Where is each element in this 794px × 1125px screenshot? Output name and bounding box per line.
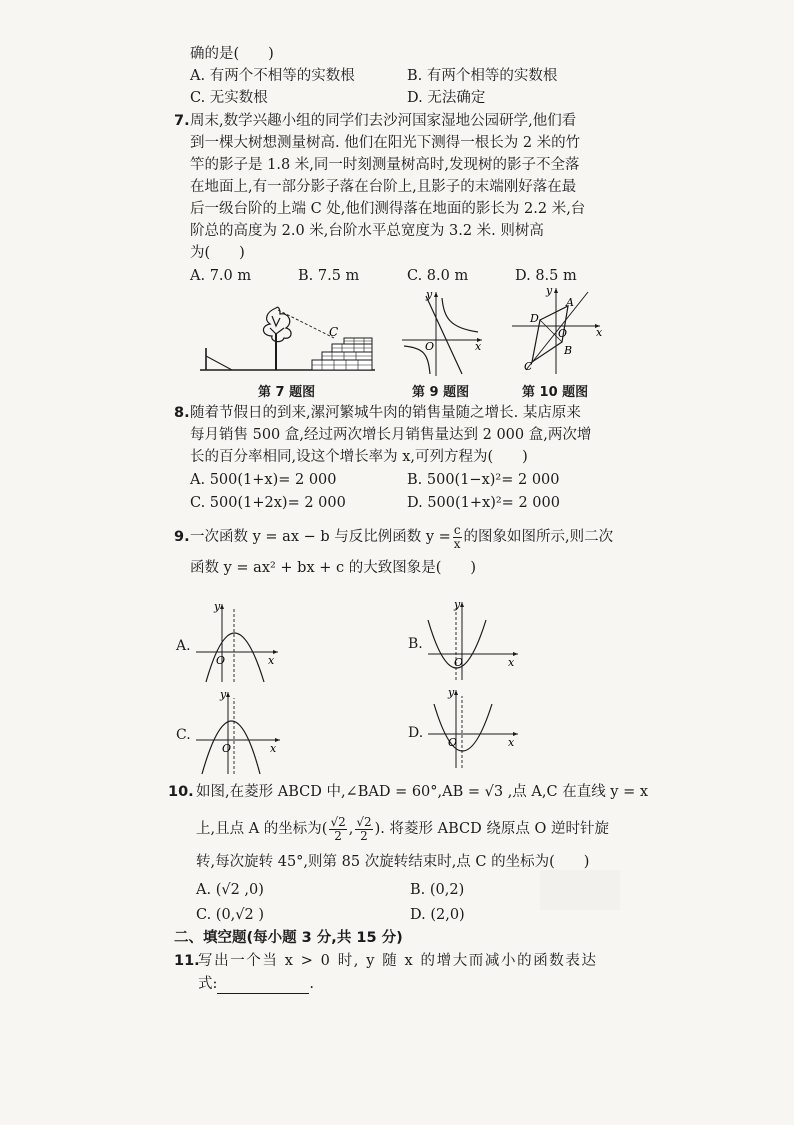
q9d-label-o: O xyxy=(448,736,458,749)
fig9-label-o: O xyxy=(425,340,435,353)
q9-line-1-a: 一次函数 y = ax − b 与反比例函数 y = xyxy=(190,529,451,545)
figure-9 xyxy=(398,288,486,378)
scan-shadow xyxy=(540,870,620,910)
fig9-label-y: y xyxy=(426,288,433,301)
fig10-label-o: O xyxy=(558,327,568,340)
q9c-label-x: x xyxy=(270,742,277,755)
q9a-label-x: x xyxy=(268,654,275,667)
q10-option-d: D. (2,0) xyxy=(410,907,465,923)
fig10-label-a: A xyxy=(566,296,574,309)
q7-line-5: 后一级台阶的上端 C 处,他们测得落在地面的影长为 2.2 米,台 xyxy=(190,201,586,217)
q11-line-1: 写出一个当 x > 0 时, y 随 x 的增大而减小的函数表达 xyxy=(198,953,598,969)
q7-line-1: 周末,数学兴趣小组的同学们去沙河国家湿地公园研学,他们看 xyxy=(190,113,577,129)
q7-line-4: 在地面上,有一部分影子落在台阶上,且影子的末端刚好落在最 xyxy=(190,179,577,195)
figure-10-caption: 第 10 题图 xyxy=(522,385,589,400)
q9-option-d-label: D. xyxy=(408,725,424,741)
q10-frac1-num: √2 xyxy=(330,814,346,829)
q10-option-a: A. (√2 ,0) xyxy=(196,882,264,898)
q8-option-a: A. 500(1+x)= 2 000 xyxy=(190,472,337,488)
q9d-label-y: y xyxy=(448,686,455,699)
q10-comma: , xyxy=(348,821,354,837)
q10-fraction-1 xyxy=(329,816,346,843)
q6-stem-tail: 确的是( ) xyxy=(190,46,274,62)
q9-line-2: 函数 y = ax² + bx + c 的大致图象是( ) xyxy=(190,560,477,576)
q6-option-c: C. 无实数根 xyxy=(190,90,268,106)
q7-line-3: 竿的影子是 1.8 米,同一时刻测量树高时,发现树的影子不全落 xyxy=(190,157,580,173)
q9d-label-x: x xyxy=(508,736,515,749)
q7-line-2: 到一棵大树想测量树高. 他们在阳光下测得一根长为 2 米的竹 xyxy=(190,135,581,151)
figure-7-caption: 第 7 题图 xyxy=(258,385,316,400)
section-2-title: 二、填空题(每小题 3 分,共 15 分) xyxy=(174,930,403,946)
fig10-label-c: C xyxy=(524,360,533,373)
q9a-label-y: y xyxy=(214,600,221,613)
q8-option-b: B. 500(1−x)²= 2 000 xyxy=(407,472,560,488)
q9b-label-y: y xyxy=(454,598,461,611)
q10-line-3: 转,每次旋转 45°,则第 85 次旋转结束时,点 C 的坐标为( ) xyxy=(196,854,590,870)
q11-number: 11. xyxy=(174,953,200,969)
q8-line-1: 随着节假日的到来,漯河繁城牛肉的销售量随之增长. 某店原来 xyxy=(190,405,581,421)
q7-line-6: 阶总的高度为 2.0 米,台阶水平总宽度为 3.2 米. 则树高 xyxy=(190,223,544,239)
q9c-label-o: O xyxy=(222,742,232,755)
q9-fraction xyxy=(453,524,462,551)
q9b-label-x: x xyxy=(508,656,515,669)
q9-option-b-label: B. xyxy=(408,636,423,652)
fig10-label-y: y xyxy=(546,284,553,297)
q11-line-2-b: . xyxy=(309,976,314,992)
fig7-label-c: C xyxy=(329,325,339,339)
q9b-label-o: O xyxy=(454,656,464,669)
q10-line-2-a: 上,且点 A 的坐标为( xyxy=(196,821,328,837)
figure-10 xyxy=(508,284,604,378)
q10-line-2 xyxy=(196,812,609,846)
q9a-label-o: O xyxy=(216,654,226,667)
q10-frac1-den: 2 xyxy=(334,828,342,843)
q9-option-b-graph xyxy=(424,598,522,682)
q7-option-d: D. 8.5 m xyxy=(515,268,577,284)
q9-line-1-b: 的图象如图所示,则二次 xyxy=(463,529,614,545)
q10-fraction-2 xyxy=(355,816,372,843)
q8-number: 8. xyxy=(174,405,190,421)
q8-line-3: 长的百分率相同,设这个增长率为 x,可列方程为( ) xyxy=(190,449,528,465)
q7-option-a: A. 7.0 m xyxy=(190,268,252,284)
q9-frac-den: x xyxy=(453,536,461,551)
fig10-label-x: x xyxy=(596,326,603,339)
q6-option-d: D. 无法确定 xyxy=(407,90,486,106)
q10-line-1: 如图,在菱形 ABCD 中,∠BAD = 60°,AB = √3 ,点 A,C 在直线 y = x xyxy=(196,784,649,800)
q9-option-c-graph xyxy=(194,688,284,776)
q11-answer-blank[interactable] xyxy=(217,979,309,994)
q8-option-d: D. 500(1+x)²= 2 000 xyxy=(407,495,560,511)
q11-line-2-a: 式: xyxy=(198,976,218,992)
q9-option-a-label: A. xyxy=(176,638,191,654)
q11-line-2 xyxy=(198,974,314,994)
q9-option-d-graph xyxy=(424,686,522,770)
q9-line-1 xyxy=(190,520,613,554)
q10-option-b: B. (0,2) xyxy=(410,882,465,898)
q6-option-b: B. 有两个相等的实数根 xyxy=(407,68,558,84)
fig10-label-d: D xyxy=(530,312,539,325)
q10-number: 10. xyxy=(168,784,194,800)
q7-line-7: 为( ) xyxy=(190,245,245,261)
q10-frac2-den: 2 xyxy=(360,828,368,843)
q8-option-c: C. 500(1+2x)= 2 000 xyxy=(190,495,346,511)
fig10-label-b: B xyxy=(564,344,573,357)
q10-frac2-num: √2 xyxy=(356,814,372,829)
q9-number: 9. xyxy=(174,529,190,545)
fig9-label-x: x xyxy=(475,340,482,353)
q7-number: 7. xyxy=(174,113,190,129)
q9-option-c-label: C. xyxy=(176,727,191,743)
q9c-label-y: y xyxy=(220,688,227,701)
figure-9-caption: 第 9 题图 xyxy=(412,385,470,400)
q10-line-2-b: ). 将菱形 ABCD 绕原点 O 逆时针旋 xyxy=(374,821,609,837)
q10-option-c: C. (0,√2 ) xyxy=(196,907,265,923)
q9-frac-num: c xyxy=(453,522,461,537)
q9-option-a-graph xyxy=(194,600,284,684)
q7-option-b: B. 7.5 m xyxy=(298,268,360,284)
figure-7 xyxy=(200,300,375,378)
q7-option-c: C. 8.0 m xyxy=(407,268,469,284)
q6-option-a: A. 有两个不相等的实数根 xyxy=(190,68,355,84)
q8-line-2: 每月销售 500 盒,经过两次增长月销售量达到 2 000 盒,两次增 xyxy=(190,427,592,443)
